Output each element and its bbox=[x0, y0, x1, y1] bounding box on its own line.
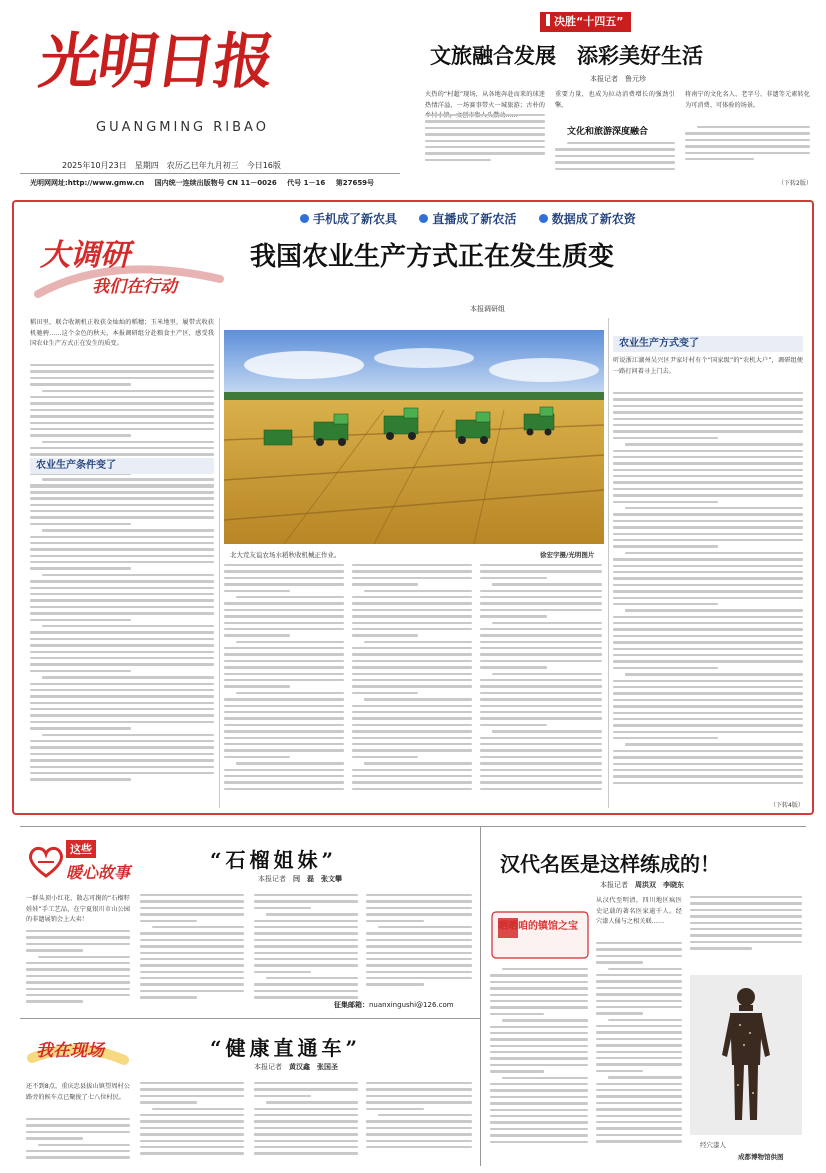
logo-text: 光明日报 bbox=[35, 27, 277, 97]
badge-title: 大调研 bbox=[40, 238, 130, 273]
figure-caption-credit: 成都博物馆供图 bbox=[738, 1153, 784, 1161]
harvest-photo bbox=[224, 330, 604, 544]
feature-pills bbox=[300, 210, 636, 227]
feature-headline[interactable]: 我国农业生产方式正在发生质变 bbox=[250, 242, 615, 272]
pill-1: 直播成了新农活 bbox=[419, 212, 516, 226]
on-site-section bbox=[28, 1030, 128, 1070]
pill-2: 数据成了新农资 bbox=[539, 212, 636, 226]
section-name-on-site: 我在现场 bbox=[36, 1041, 104, 1061]
top-story-title[interactable]: 文旅融合发展 添彩美好生活 bbox=[430, 43, 703, 68]
treasure-section-name: 晒晒咱的镇馆之宝 bbox=[498, 921, 578, 932]
top-story-snippet-1: 火热的“村超”现场，从各地奔赴而来的球迷热情洋溢，一场赛事带火一城旅游；古朴的 bbox=[425, 91, 545, 109]
section-name-bottom: 暖心故事 bbox=[66, 863, 131, 882]
figurine-photo bbox=[690, 975, 802, 1135]
bullet-dot-icon bbox=[539, 214, 548, 223]
top-story-snippet-3: 将南宁的文化名人、老字号、非遗等元素转化为可消费、可体验的场景。 bbox=[685, 91, 810, 109]
postal-code: 代号 1－16 bbox=[287, 179, 326, 187]
warm-stories-section bbox=[26, 836, 148, 892]
heart-icon bbox=[26, 842, 66, 882]
email-link[interactable]: nuanxingushi@126.com bbox=[369, 1001, 454, 1009]
email-line: 征集邮箱：nuanxingushi@126.com bbox=[334, 1001, 454, 1009]
bullet-dot-icon bbox=[300, 214, 309, 223]
bullet-dot-icon bbox=[419, 214, 428, 223]
top-story-tag: 决胜“十四五” bbox=[540, 12, 631, 32]
story1-title[interactable]: “石榴姐妹” bbox=[210, 848, 338, 872]
frame-corner-icon bbox=[490, 910, 590, 960]
photo-credit: 徐宏宇摄/光明图片 bbox=[540, 551, 595, 559]
story2-reporters: 黄汉鑫 张国圣 bbox=[289, 1063, 338, 1071]
issue-number: 第27659号 bbox=[335, 179, 375, 187]
website-link[interactable]: 光明网网址:http://www.gmw.cn bbox=[30, 179, 145, 187]
story1-byline: 本报记者 闫 磊 张文攀 bbox=[258, 875, 342, 883]
story1-reporters: 闫 磊 张文攀 bbox=[293, 875, 342, 883]
feature-right-text: 听说浙江湖州吴兴区尹家圩村有个“国家级”的“农机大户”，调研组便一路打问着寻上门去。 bbox=[613, 357, 803, 375]
masthead-pinyin: GUANGMING RIBAO bbox=[96, 120, 269, 135]
museum-article-title[interactable]: 汉代名医是这样练成的！ bbox=[500, 852, 720, 876]
pill-0: 手机成了新农具 bbox=[300, 212, 397, 226]
photo-caption: 北大荒友谊农场水稻秋收机械正作业。 bbox=[230, 551, 341, 559]
masthead-date-line: 2025年10月23日 星期四 农历乙巳年九月初三 今日16版 bbox=[62, 161, 281, 170]
story2-title[interactable]: “健康直通车” bbox=[210, 1036, 362, 1060]
museum-article-byline: 本报记者 周洪双 李晓东 bbox=[600, 881, 684, 889]
top-story-snippet-2: 重要力量，也成为拉动消费增长的强劲引擎。 bbox=[555, 91, 675, 109]
section-name-top: 这些 bbox=[66, 840, 96, 858]
museum-article-text: 从汉代至明清，四川地区疯医史记载的著名医家逾千人。经穴漆人俑与之相关联…… bbox=[596, 897, 682, 926]
figure-caption-name: 经穴漆人 bbox=[700, 1141, 726, 1149]
feature-lead-text: 稻田里，联合收割机正收获金灿灿的稻穗；玉米地里，履带式收获机驰骋……这个金色的秋天，本报调研组分赴粮食主产区，感受我国农业生产方式正在发生的质变。 bbox=[30, 319, 214, 348]
feature-byline: 本报调研组 bbox=[470, 305, 505, 313]
story2-text: 还不到8点，重庆忠县拔山镇望周村公路旁的候车点已聚拢了七八位村民。 bbox=[26, 1083, 130, 1101]
feature-continued: （下转4版） bbox=[770, 802, 804, 809]
story2-byline: 本报记者 黄汉鑫 张国圣 bbox=[254, 1063, 338, 1071]
top-story-continued: （下转2版） bbox=[778, 180, 812, 187]
feature-subhead-right: 农业生产方式变了 bbox=[613, 336, 803, 352]
badge-subtitle: 我们在行动 bbox=[92, 277, 177, 297]
treasure-section bbox=[490, 910, 590, 960]
masthead-logo bbox=[35, 14, 280, 114]
top-story-subhead: 文化和旅游深度融合 bbox=[567, 127, 649, 137]
museum-reporters: 周洪双 李晓东 bbox=[635, 881, 684, 889]
story1-text: 一群头顶小红花、散志可掬的“石榴籽娃娃”手工艺品，在宁夏银川市山公园的非遗展销会上大卖！ bbox=[26, 895, 130, 924]
research-badge bbox=[30, 224, 230, 304]
feature-subhead-left: 农业生产条件变了 bbox=[30, 458, 214, 474]
cn-number: 国内统一连续出版物号 CN 11－0026 bbox=[154, 179, 277, 187]
top-story-byline: 本报记者 鲁元珍 bbox=[590, 75, 646, 83]
